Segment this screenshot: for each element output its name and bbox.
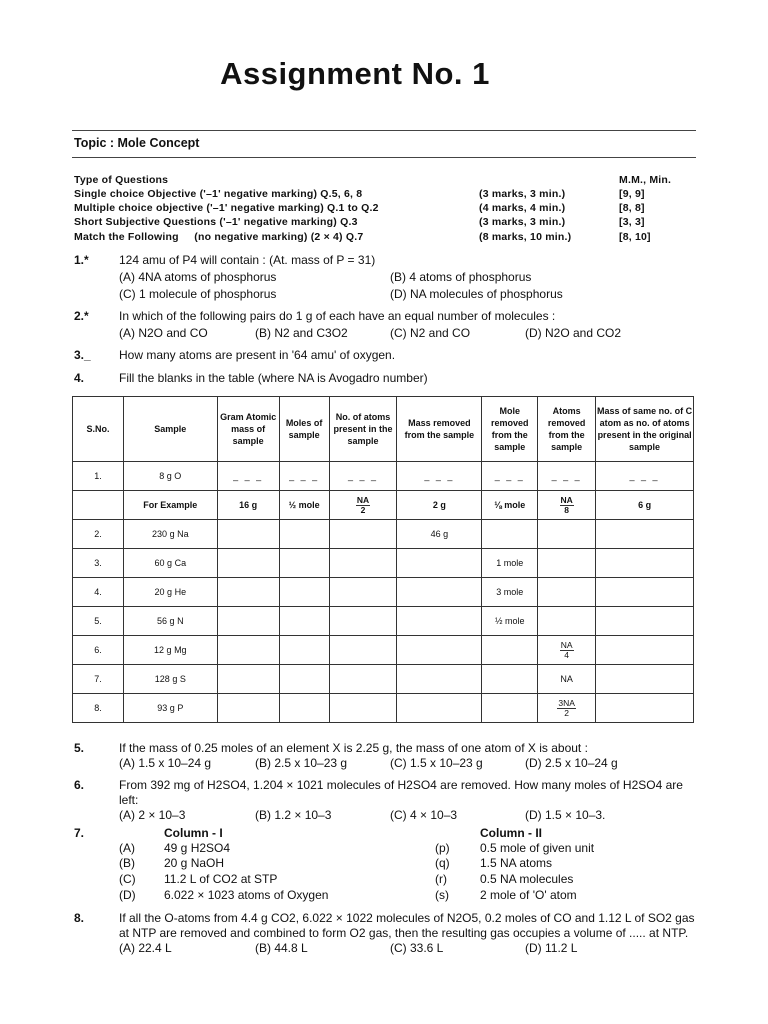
table-row bbox=[73, 636, 694, 665]
cell-carbon-mass: 6 g bbox=[596, 491, 694, 520]
left-key: (A) bbox=[119, 841, 135, 855]
cell-blank: _ _ _ bbox=[482, 462, 538, 491]
question-text: In which of the following pairs do 1 g of each have an equal number of molecules : bbox=[119, 309, 556, 323]
cell-empty bbox=[279, 520, 329, 549]
qtype-mm: [9, 9] bbox=[619, 188, 645, 200]
cell-empty bbox=[397, 607, 482, 636]
cell-empty bbox=[397, 549, 482, 578]
cell-empty bbox=[482, 665, 538, 694]
header-mass-removed: Mass removed from the sample bbox=[397, 397, 482, 462]
option-a: (A) 22.4 L bbox=[119, 941, 172, 955]
right-key: (p) bbox=[435, 841, 450, 855]
cell-empty bbox=[482, 636, 538, 665]
question-3 bbox=[74, 348, 694, 364]
column-1-heading: Column - I bbox=[164, 826, 223, 840]
option-d: (D) 1.5 × 10–3. bbox=[525, 808, 606, 822]
qtype-marks: (3 marks, 3 min.) bbox=[479, 216, 566, 228]
cell-moles: ½ mole bbox=[279, 491, 329, 520]
cell-sno: 8. bbox=[73, 694, 124, 723]
cell-empty bbox=[596, 520, 694, 549]
cell-sno: 1. bbox=[73, 462, 124, 491]
cell-empty bbox=[217, 694, 279, 723]
mole-table bbox=[72, 396, 694, 723]
cell-empty bbox=[538, 549, 596, 578]
table-row bbox=[73, 578, 694, 607]
question-number: 4. bbox=[74, 371, 85, 385]
cell-empty bbox=[329, 607, 397, 636]
table-row bbox=[73, 462, 694, 491]
question-number: 2.* bbox=[74, 309, 89, 323]
header-atoms-removed: Atoms removed from the sample bbox=[538, 397, 596, 462]
cell-mole-removed: 1 mole bbox=[482, 549, 538, 578]
question-7 bbox=[74, 826, 694, 906]
cell-blank: _ _ _ bbox=[279, 462, 329, 491]
option-b: (B) 2.5 x 10–23 g bbox=[255, 756, 348, 770]
top-rule bbox=[72, 130, 696, 131]
table-header-row bbox=[73, 397, 694, 462]
option-b: (B) N2 and C3O2 bbox=[255, 326, 348, 340]
cell-atoms-removed bbox=[538, 694, 596, 723]
table-row bbox=[73, 607, 694, 636]
header-gram-atomic-mass: Gram Atomic mass of sample bbox=[217, 397, 279, 462]
question-6 bbox=[74, 778, 694, 826]
cell-blank: _ _ _ bbox=[538, 462, 596, 491]
table-row bbox=[73, 520, 694, 549]
fraction-numerator: NA bbox=[356, 494, 370, 505]
cell-mole-removed: ⅛ mole bbox=[482, 491, 538, 520]
table-row bbox=[73, 694, 694, 723]
mm-header: M.M., Min. bbox=[619, 174, 672, 186]
option-d: (D) 11.2 L bbox=[525, 941, 578, 955]
qtype-label: Single choice Objective ('–1' negative marking) Q.5, 6, 8 bbox=[74, 188, 363, 200]
column-2-heading: Column - II bbox=[480, 826, 542, 840]
header-moles: Moles of sample bbox=[279, 397, 329, 462]
question-text-line-2: at NTP are removed and combined to form O2 gas, then the resulting gas occupies a volume of ..... at NTP. bbox=[119, 926, 689, 940]
cell-empty bbox=[329, 636, 397, 665]
qtype-marks: (8 marks, 10 min.) bbox=[479, 231, 572, 243]
cell-blank: _ _ _ bbox=[217, 462, 279, 491]
option-c: (C) N2 and CO bbox=[390, 326, 471, 340]
question-text: 124 amu of P4 will contain : (At. mass of P = 31) bbox=[119, 253, 376, 267]
right-key: (q) bbox=[435, 856, 450, 870]
left-value: 20 g NaOH bbox=[164, 856, 225, 870]
cell-empty bbox=[217, 665, 279, 694]
question-number: 5. bbox=[74, 741, 85, 755]
qtype-marks: (3 marks, 3 min.) bbox=[479, 188, 566, 200]
left-key: (D) bbox=[119, 888, 136, 902]
header-atoms: No. of atoms present in the sample bbox=[329, 397, 397, 462]
option-a: (A) 2 × 10–3 bbox=[119, 808, 186, 822]
question-number: 7. bbox=[74, 826, 85, 840]
cell-atoms bbox=[329, 491, 397, 520]
cell-empty bbox=[538, 578, 596, 607]
table-row bbox=[73, 549, 694, 578]
cell-mass-removed: 2 g bbox=[397, 491, 482, 520]
question-text: If the mass of 0.25 moles of an element X is 2.25 g, the mass of one atom of X is about : bbox=[119, 741, 588, 755]
cell-gram-mass: 16 g bbox=[217, 491, 279, 520]
option-c: (C) 1.5 x 10–23 g bbox=[390, 756, 483, 770]
cell-empty bbox=[596, 549, 694, 578]
left-value: 49 g H2SO4 bbox=[164, 841, 231, 855]
cell-empty bbox=[397, 694, 482, 723]
question-number: 1.* bbox=[74, 253, 89, 267]
fraction-numerator: 3NA bbox=[558, 697, 575, 708]
cell-empty bbox=[329, 549, 397, 578]
question-text-line-2: left: bbox=[119, 793, 139, 807]
cell-empty bbox=[217, 636, 279, 665]
cell-empty bbox=[397, 578, 482, 607]
question-text-line-1: From 392 mg of H2SO4, 1.204 × 1021 molecules of H2SO4 are removed. How many moles of H2SO4 are bbox=[119, 778, 683, 792]
option-b: (B) 44.8 L bbox=[255, 941, 308, 955]
cell-blank: _ _ _ bbox=[329, 462, 397, 491]
cell-mole-removed: 3 mole bbox=[482, 578, 538, 607]
qtype-label: Short Subjective Questions ('–1' negative marking) Q.3 bbox=[74, 216, 358, 228]
cell-sample: 230 g Na bbox=[123, 520, 217, 549]
cell-empty bbox=[596, 694, 694, 723]
cell-empty bbox=[596, 578, 694, 607]
cell-sample: 12 g Mg bbox=[123, 636, 217, 665]
table-example-row bbox=[73, 491, 694, 520]
option-c: (C) 33.6 L bbox=[390, 941, 444, 955]
option-c: (C) 1 molecule of phosphorus bbox=[119, 287, 277, 301]
question-text: How many atoms are present in '64 amu' of oxygen. bbox=[119, 348, 396, 362]
question-4 bbox=[74, 371, 694, 387]
option-a: (A) 4NA atoms of phosphorus bbox=[119, 270, 277, 284]
left-value: 11.2 L of CO2 at STP bbox=[164, 872, 278, 886]
cell-empty bbox=[279, 607, 329, 636]
cell-sno: 2. bbox=[73, 520, 124, 549]
cell-atoms-removed bbox=[538, 491, 596, 520]
cell-empty bbox=[329, 694, 397, 723]
header-sno: S.No. bbox=[73, 397, 124, 462]
cell-atoms-removed: NA bbox=[538, 665, 596, 694]
left-key: (B) bbox=[119, 856, 135, 870]
cell-sno: 3. bbox=[73, 549, 124, 578]
cell-empty bbox=[279, 549, 329, 578]
cell-empty bbox=[596, 636, 694, 665]
option-a: (A) 1.5 x 10–24 g bbox=[119, 756, 212, 770]
question-types-header: Type of Questions bbox=[74, 174, 169, 186]
cell-empty bbox=[596, 607, 694, 636]
option-a: (A) N2O and CO bbox=[119, 326, 208, 340]
header-carbon-mass: Mass of same no. of C atom as no. of atoms present in the original sample bbox=[596, 397, 694, 462]
right-value: 0.5 mole of given unit bbox=[480, 841, 595, 855]
cell-empty bbox=[538, 607, 596, 636]
header-mole-removed: Mole removed from the sample bbox=[482, 397, 538, 462]
question-number: 3._ bbox=[74, 348, 91, 362]
question-text-line-1: If all the O-atoms from 4.4 g CO2, 6.022 × 1022 molecules of N2O5, 0.2 moles of CO and 1.12 L of SO2 gas bbox=[119, 911, 695, 925]
cell-sample: 8 g O bbox=[123, 462, 217, 491]
cell-sno: 5. bbox=[73, 607, 124, 636]
cell-blank: _ _ _ bbox=[596, 462, 694, 491]
header-sample: Sample bbox=[123, 397, 217, 462]
cell-empty bbox=[217, 520, 279, 549]
right-key: (s) bbox=[435, 888, 449, 902]
question-2 bbox=[74, 309, 694, 345]
cell-sample: 93 g P bbox=[123, 694, 217, 723]
question-8 bbox=[74, 911, 694, 961]
cell-empty bbox=[482, 694, 538, 723]
right-value: 1.5 NA atoms bbox=[480, 856, 553, 870]
right-value: 2 mole of 'O' atom bbox=[480, 888, 577, 902]
option-d: (D) NA molecules of phosphorus bbox=[390, 287, 563, 301]
fraction-denominator: 4 bbox=[564, 649, 570, 660]
cell-sno: 4. bbox=[73, 578, 124, 607]
cell-sno: 7. bbox=[73, 665, 124, 694]
cell-empty bbox=[397, 665, 482, 694]
cell-empty bbox=[279, 636, 329, 665]
cell-empty bbox=[217, 578, 279, 607]
fraction-denominator: 8 bbox=[564, 504, 570, 515]
fraction-numerator: NA bbox=[560, 639, 573, 650]
option-b: (B) 1.2 × 10–3 bbox=[255, 808, 332, 822]
cell-empty bbox=[217, 607, 279, 636]
question-types-block bbox=[74, 174, 694, 246]
qtype-label: Multiple choice objective ('–1' negative marking) Q.1 to Q.2 bbox=[74, 202, 379, 214]
right-key: (r) bbox=[435, 872, 447, 886]
cell-atoms-removed bbox=[538, 636, 596, 665]
qtype-label: Match the Following (no negative marking) (2 × 4) Q.7 bbox=[74, 231, 364, 243]
left-value: 6.022 × 1023 atoms of Oxygen bbox=[164, 888, 329, 902]
option-d: (D) N2O and CO2 bbox=[525, 326, 622, 340]
question-number: 6. bbox=[74, 778, 85, 792]
qtype-mm: [3, 3] bbox=[619, 216, 645, 228]
option-c: (C) 4 × 10–3 bbox=[390, 808, 458, 822]
cell-sno: 6. bbox=[73, 636, 124, 665]
cell-mass-removed: 46 g bbox=[397, 520, 482, 549]
qtype-mm: [8, 8] bbox=[619, 202, 645, 214]
cell-sample: 128 g S bbox=[123, 665, 217, 694]
cell-sample: For Example bbox=[123, 491, 217, 520]
left-key: (C) bbox=[119, 872, 136, 886]
table-row bbox=[73, 665, 694, 694]
cell-mole-removed: ½ mole bbox=[482, 607, 538, 636]
cell-empty bbox=[279, 578, 329, 607]
cell-blank: _ _ _ bbox=[397, 462, 482, 491]
question-number: 8. bbox=[74, 911, 85, 925]
cell-empty bbox=[329, 665, 397, 694]
cell-empty bbox=[538, 520, 596, 549]
cell-sample: 20 g He bbox=[123, 578, 217, 607]
qtype-marks: (4 marks, 4 min.) bbox=[479, 202, 566, 214]
question-text: Fill the blanks in the table (where NA is Avogadro number) bbox=[119, 371, 428, 385]
cell-empty bbox=[482, 520, 538, 549]
option-d: (D) 2.5 x 10–24 g bbox=[525, 756, 618, 770]
page-title: Assignment No. 1 bbox=[220, 56, 490, 91]
option-b: (B) 4 atoms of phosphorus bbox=[390, 270, 532, 284]
question-5 bbox=[74, 741, 694, 775]
cell-empty bbox=[217, 549, 279, 578]
right-value: 0.5 NA molecules bbox=[480, 872, 574, 886]
question-1 bbox=[74, 253, 694, 303]
cell-sample: 56 g N bbox=[123, 607, 217, 636]
cell-empty bbox=[596, 665, 694, 694]
cell-empty bbox=[279, 665, 329, 694]
cell-empty bbox=[279, 694, 329, 723]
fraction-numerator: NA bbox=[560, 494, 573, 505]
topic-heading: Topic : Mole Concept bbox=[74, 136, 200, 150]
cell-empty bbox=[329, 520, 397, 549]
qtype-mm: [8, 10] bbox=[619, 231, 651, 243]
fraction-denominator: 2 bbox=[564, 707, 570, 718]
cell-empty bbox=[397, 636, 482, 665]
fraction-denominator: 2 bbox=[360, 504, 366, 515]
cell-sno bbox=[73, 491, 124, 520]
cell-sample: 60 g Ca bbox=[123, 549, 217, 578]
cell-empty bbox=[329, 578, 397, 607]
topic-rule bbox=[72, 157, 696, 158]
